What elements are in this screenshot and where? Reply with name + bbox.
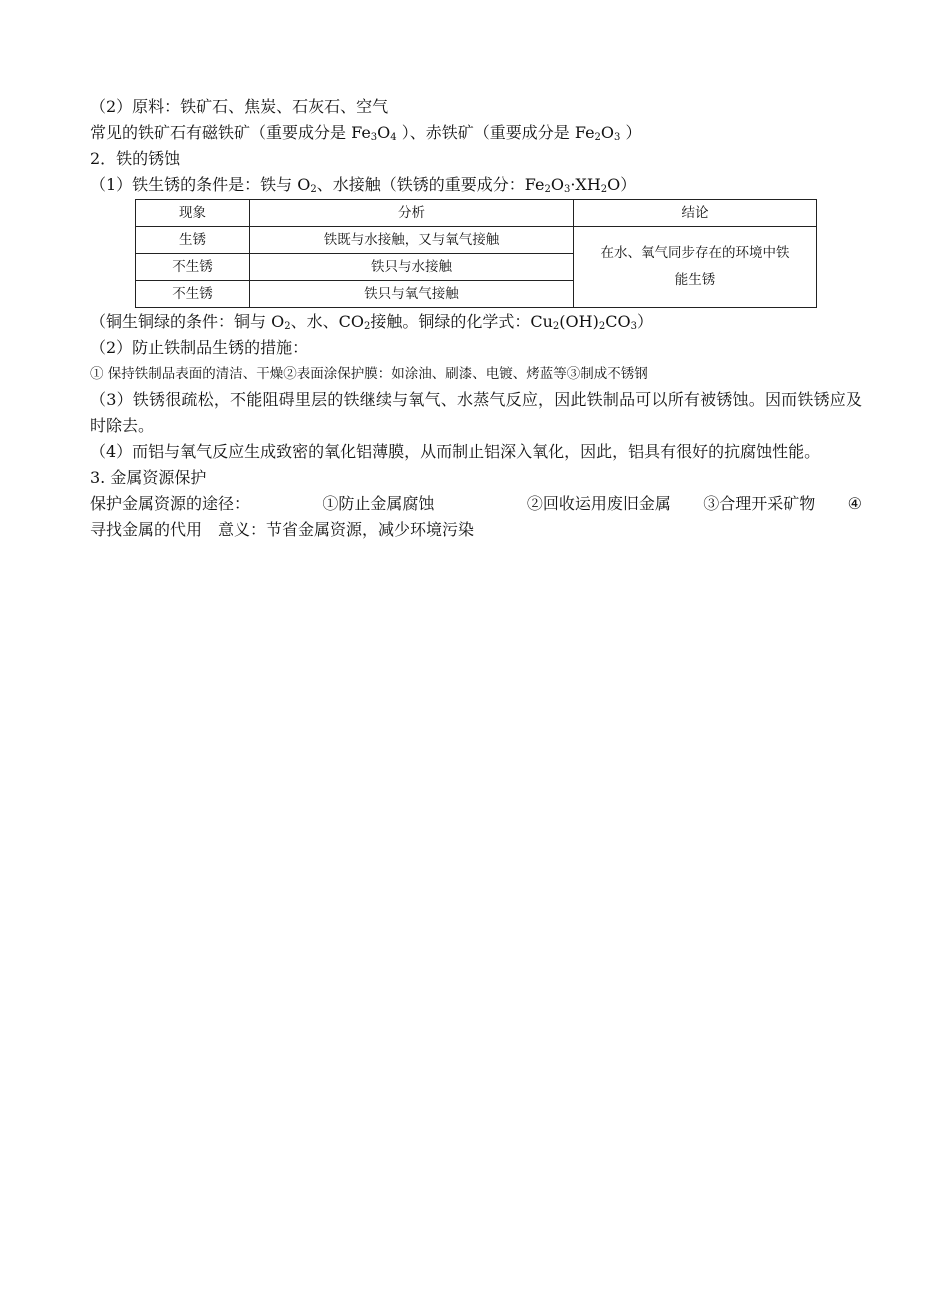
protection-way-4-text: 寻找金属的代用	[90, 520, 203, 539]
copper-sub-1: 2	[284, 321, 291, 332]
copper-sub-5: 3	[630, 321, 637, 332]
copper-text-6: ）	[636, 312, 653, 331]
table-cell-phenomenon: 不生锈	[136, 254, 250, 281]
protection-way-3: ③合理开采矿物	[703, 494, 816, 513]
copper-text-2: 、水、CO	[290, 312, 364, 331]
protection-ways-line	[90, 491, 862, 517]
table-header-row	[136, 200, 817, 227]
rust-experiment-table	[135, 199, 817, 308]
copper-sub-4: 2	[598, 321, 606, 332]
table-cell-analysis: 铁只与氧气接触	[250, 281, 574, 308]
copper-text-5: CO	[605, 312, 631, 331]
copper-patina-line	[90, 309, 862, 335]
rust-cond-text-1: （1）铁生锈的条件是：铁与 O	[90, 175, 311, 194]
iron-ores-line	[90, 120, 862, 146]
ores-sub-4: 3	[614, 132, 621, 143]
rust-cond-sub-2: 2	[544, 184, 551, 195]
copper-text-3: 接触。铜绿的化学式：Cu	[370, 312, 553, 331]
document-body	[90, 94, 862, 543]
table-row	[136, 227, 817, 254]
ores-text-2: O	[377, 123, 391, 142]
table-cell-analysis: 铁只与水接触	[250, 254, 574, 281]
rust-loose-paragraph: （3）铁锈很疏松，不能阻碍里层的铁继续与氧气、水蒸气反应，因此铁制品可以所有被锈蚀。因而铁锈应及时除去。	[90, 390, 862, 435]
ores-text-1: 常见的铁矿石有磁铁矿（重要成分是 Fe	[90, 123, 371, 142]
protection-meaning: 意义：节省金属资源，减少环境污染	[218, 520, 475, 539]
rust-cond-text-4: ·XH	[570, 175, 601, 194]
copper-sub-3: 2	[552, 321, 560, 332]
conclusion-line-1: 在水、氧气同步存在的环境中铁	[600, 245, 790, 261]
protection-way-1: ①防止金属腐蚀	[322, 494, 435, 513]
prevention-title: （2）防止铁制品生锈的措施：	[90, 338, 309, 357]
section-2-title: 2．铁的锈蚀	[90, 149, 181, 168]
protection-way-2: ②回收运用废旧金属	[526, 494, 671, 513]
conclusion-line-2: 能生锈	[674, 272, 716, 288]
table-cell-phenomenon: 不生锈	[136, 281, 250, 308]
ores-text-3: ）、赤铁矿（重要成分是 Fe	[396, 123, 595, 142]
protection-label: 保护金属资源的途径：	[90, 494, 251, 513]
raw-materials-line: （2）原料：铁矿石、焦炭、石灰石、空气	[90, 97, 389, 116]
rust-cond-sub-4: 2	[600, 184, 608, 195]
copper-sub-2: 2	[363, 321, 371, 332]
ores-text-5: ）	[620, 123, 642, 142]
rust-cond-sub-1: 2	[310, 184, 317, 195]
table-cell-phenomenon: 生锈	[136, 227, 250, 254]
ores-sub-3: 2	[594, 132, 601, 143]
ores-sub-2: 4	[390, 132, 397, 143]
ores-text-4: O	[600, 123, 615, 142]
copper-text-4: (OH)	[559, 312, 599, 331]
ores-sub-1: 3	[370, 132, 378, 143]
copper-text-1: （铜生铜绿的条件：铜与 O	[90, 312, 285, 331]
protection-way-4: ④	[847, 494, 862, 513]
section-3-title: 3. 金属资源保护	[90, 468, 207, 487]
table-header-cell: 分析	[250, 200, 574, 227]
rust-cond-text-2: 、水接触（铁锈的重要成分：Fe	[316, 175, 545, 194]
rust-conditions-line	[90, 172, 862, 198]
table-header-cell: 结论	[574, 200, 817, 227]
table-cell-conclusion	[574, 227, 817, 308]
table-header-cell: 现象	[136, 200, 250, 227]
prevention-measures: ① 保持铁制品表面的清洁、干燥②表面涂保护膜：如涂油、刷漆、电镀、烤蓝等③制成不锈钢	[90, 366, 648, 382]
aluminum-paragraph: （4）而铝与氧气反应生成致密的氧化铝薄膜，从而制止铝深入氧化，因此，铝具有很好的抗腐蚀性能。	[90, 442, 821, 461]
table-cell-analysis: 铁既与水接触，又与氧气接触	[250, 227, 574, 254]
rust-cond-text-3: O	[550, 175, 564, 194]
rust-cond-text-5: O）	[607, 175, 637, 194]
protection-meaning-line	[90, 517, 862, 543]
rust-cond-sub-3: 3	[563, 184, 571, 195]
